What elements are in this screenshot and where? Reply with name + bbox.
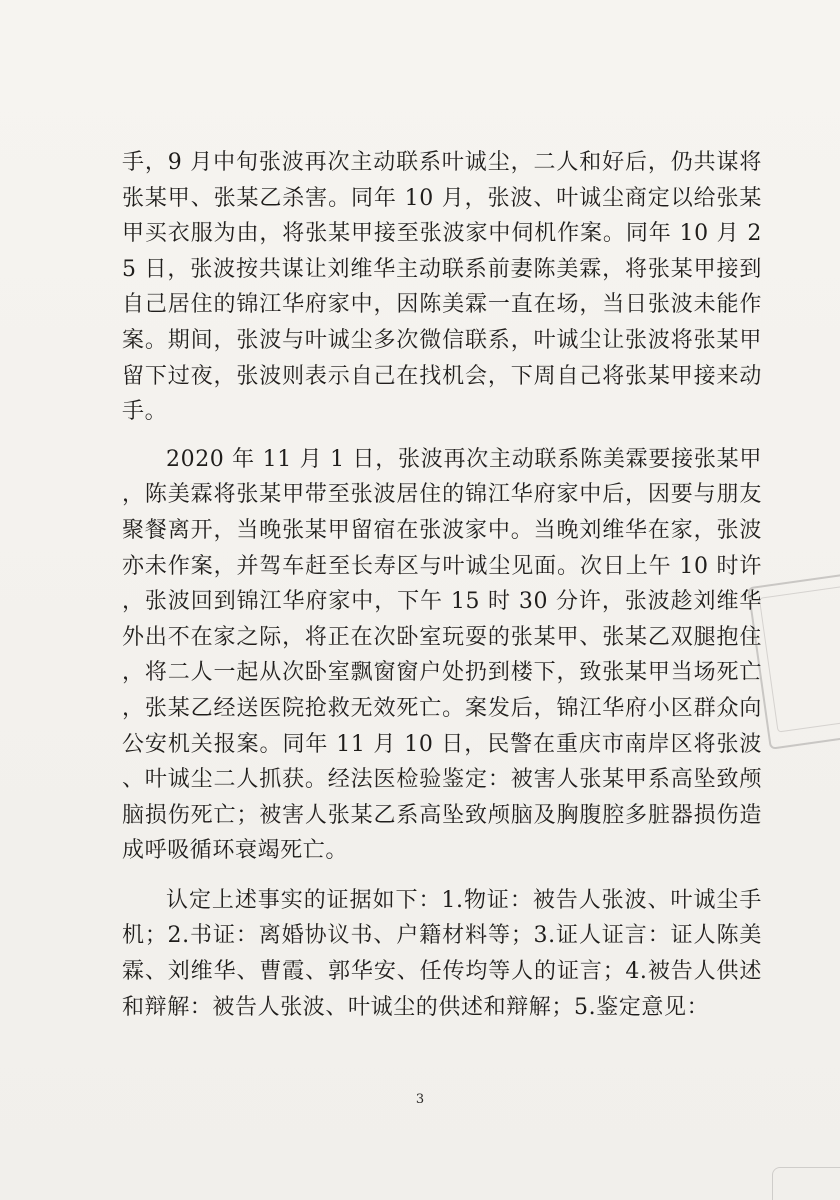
paragraph-case-facts: 2020 年 11 月 1 日，张波再次主动联系陈美霖要接张某甲，陈美霖将张某甲带至张波居住的锦江华府家中后，因要与朋友聚餐离开，当晚张某甲留宿在张波家中。当晚刘维华在家，张波亦未作案，并驾车赶至长寿区与叶诚尘见面。次日上午 10 时许，张波回到锦江华府家中，下午 15 时 30 分许，张波趁刘维华外出不在家之际，将正在次卧室玩耍的张某甲、张某乙双腿抱住，将二人一起从次卧室飘窗窗户处扔到楼下，致张某甲当场死亡，张某乙经送医院抢救无效死亡。案发后，锦江华府小区群众向公安机关报案。同年 11 月 10 日，民警在重庆市南岸区将张波、叶诚尘二人抓获。经法医检验鉴定：被害人张某甲系高坠致颅脑损伤死亡；被害人张某乙系高坠致颅脑及胸腹腔多脏器损伤造成呼吸循环衰竭死亡。: [122, 446, 762, 864]
seal-stamp-fragment: [772, 1167, 840, 1200]
paragraph-evidence: 认定上述事实的证据如下：1.物证：被告人张波、叶诚尘手机；2.书证：离婚协议书、户籍材料等；3.证人证言：证人陈美霖、刘维华、曹霞、郭华安、任传均等人的证言；4.被告人供述和辩解：被告人张波、叶诚尘的供述和辩解；5.鉴定意见：: [122, 887, 762, 1020]
paragraph-continuation: 手，9 月中旬张波再次主动联系叶诚尘，二人和好后，仍共谋将张某甲、张某乙杀害。同年 10 月，张波、叶诚尘商定以给张某甲买衣服为由，将张某甲接至张波家中伺机作案。同年 10 月 25 日，张波按共谋让刘维华主动联系前妻陈美霖，将张某甲接到自己居住的锦江华府家中，因陈美霖一直在场，当日张波未能作案。期间，张波与叶诚尘多次微信联系，叶诚尘让张波将张某甲留下过夜，张波则表示自己在找机会，下周自己将张某甲接来动手。: [122, 150, 762, 425]
seal-stamp-inner-frame: [759, 584, 840, 733]
document-body: [122, 145, 762, 1025]
page-number: 3: [415, 1092, 425, 1107]
